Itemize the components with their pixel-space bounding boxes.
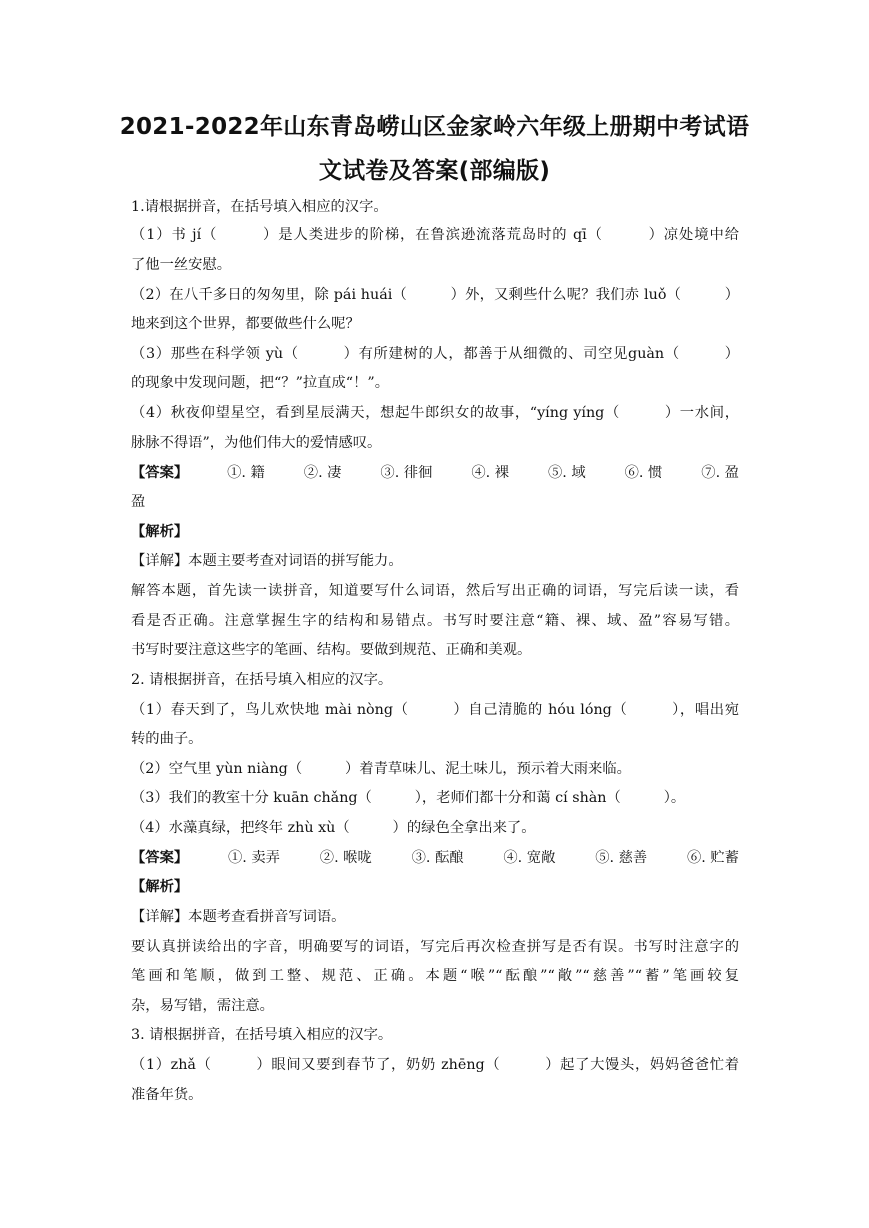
- q1-sub2-line-1: （2）在八千多日的匆匆里，除 pái huái（ ）外，又剩些什么呢？我们赤 luǒ（ ）: [131, 287, 739, 303]
- q2-answer-6: ⑥. 贮蓄: [686, 850, 739, 866]
- q1-answer-row: [131, 464, 739, 482]
- q1-answer-4: ④. 裸: [471, 465, 510, 481]
- q2-answer-2: ②. 喉咙: [319, 850, 372, 866]
- q1-explanation-line-3: 书写时要注意这些字的笔画、结构。要做到规范、正确和美观。: [131, 642, 532, 658]
- document-title-line-2: 文试卷及答案(部编版): [318, 158, 551, 184]
- q1-sub3-line-1: （3）那些在科学领 yù（ ）有所建树的人，都善于从细微的、司空见guàn（ ）: [131, 346, 739, 362]
- q2-analysis-label: 【解析】: [131, 879, 189, 895]
- q2-sub2: （2）空气里 yùn niàng（ ）着青草味儿、泥土味儿，预示着大雨来临。: [131, 761, 631, 777]
- q2-answer-5: ⑤. 慈善: [595, 850, 648, 866]
- q1-sub4-line-2: 脉脉不得语”，为他们伟大的爱情感叹。: [131, 435, 382, 451]
- q2-explanation-line-2: 笔画和笔顺，做到工整、规范、正确。本题“喉”“酝酿”“敞”“慈善”“蓄”笔画较复: [131, 968, 739, 984]
- q1-answer-6: ⑥. 惯: [624, 465, 663, 481]
- q2-answer-4: ④. 宽敞: [503, 850, 556, 866]
- q1-answer-2: ②. 凄: [303, 465, 342, 481]
- q2-explanation-line-3: 杂，易写错，需注意。: [131, 998, 274, 1014]
- q2-answer-row: [131, 849, 739, 867]
- q2-detail: 【详解】本题考查看拼音写词语。: [131, 909, 346, 925]
- q2-sub4: （4）水藻真绿，把终年 zhù xù（ ）的绿色全拿出来了。: [131, 820, 536, 836]
- q3-sub1-line-2: 准备年货。: [131, 1087, 203, 1103]
- document-title-line-1: 2021-2022年山东青岛崂山区金家岭六年级上册期中考试语: [119, 114, 750, 140]
- q2-answer-label: 【答案】: [131, 850, 189, 866]
- q1-answer-1: ①. 籍: [227, 465, 265, 481]
- q2-answer-1: ①. 卖弄: [228, 850, 280, 866]
- q3-stem: 3. 请根据拼音，在括号填入相应的汉字。: [131, 1027, 393, 1043]
- q1-answer-continuation: 盈: [131, 494, 146, 510]
- q1-explanation-line-2: 看是否正确。注意掌握生字的结构和易错点。书写时要注意“籍、裸、域、盈”容易写错。: [131, 613, 739, 629]
- q1-stem: 1.请根据拼音，在括号填入相应的汉字。: [131, 199, 388, 215]
- q1-explanation-line-1: 解答本题，首先读一读拼音，知道要写什么词语，然后写出正确的词语，写完后读一读，看: [131, 583, 739, 599]
- q3-sub1-line-1: （1）zhǎ（ ）眼间又要到春节了，奶奶 zhēng（ ）起了大馒头，妈妈爸爸忙着: [131, 1057, 739, 1073]
- q2-sub1-line-2: 转的曲子。: [131, 731, 203, 747]
- q1-sub1-line-1: （1）书 jí（ ）是人类进步的阶梯，在鲁滨逊流落荒岛时的 qī（ ）凉处境中给: [131, 227, 739, 243]
- q1-sub1-line-2: 了他一丝安慰。: [131, 257, 232, 273]
- q1-answer-7: ⑦. 盈: [701, 465, 739, 481]
- q1-answer-label: 【答案】: [131, 465, 189, 481]
- q1-analysis-label: 【解析】: [131, 524, 189, 540]
- q1-answer-5: ⑤. 域: [548, 465, 586, 481]
- q1-answer-3: ③. 徘徊: [380, 465, 433, 481]
- q2-sub3: （3）我们的教室十分 kuān chǎng（ ），老师们都十分和蔼 cí shàn（ ）。: [131, 790, 686, 806]
- q1-sub2-line-2: 地来到这个世界，都要做些什么呢？: [131, 316, 360, 332]
- q2-stem: 2. 请根据拼音，在括号填入相应的汉字。: [131, 672, 393, 688]
- q1-detail: 【详解】本题主要考查对词语的拼写能力。: [131, 553, 403, 569]
- q2-explanation-line-1: 要认真拼读给出的字音，明确要写的词语，写完后再次检查拼写是否有误。书写时注意字的: [131, 939, 739, 955]
- q1-sub4-line-1: （4）秋夜仰望星空，看到星辰满天，想起牛郎织女的故事，“yíng yíng（ ）一水间，: [131, 405, 739, 421]
- q2-answer-3: ③. 酝酿: [411, 850, 464, 866]
- q2-sub1-line-1: （1）春天到了，鸟儿欢快地 mài nòng（ ）自己清脆的 hóu lóng（ ），唱出宛: [131, 702, 739, 718]
- q1-sub3-line-2: 的现象中发现问题，把“？”拉直成“！”。: [131, 375, 389, 391]
